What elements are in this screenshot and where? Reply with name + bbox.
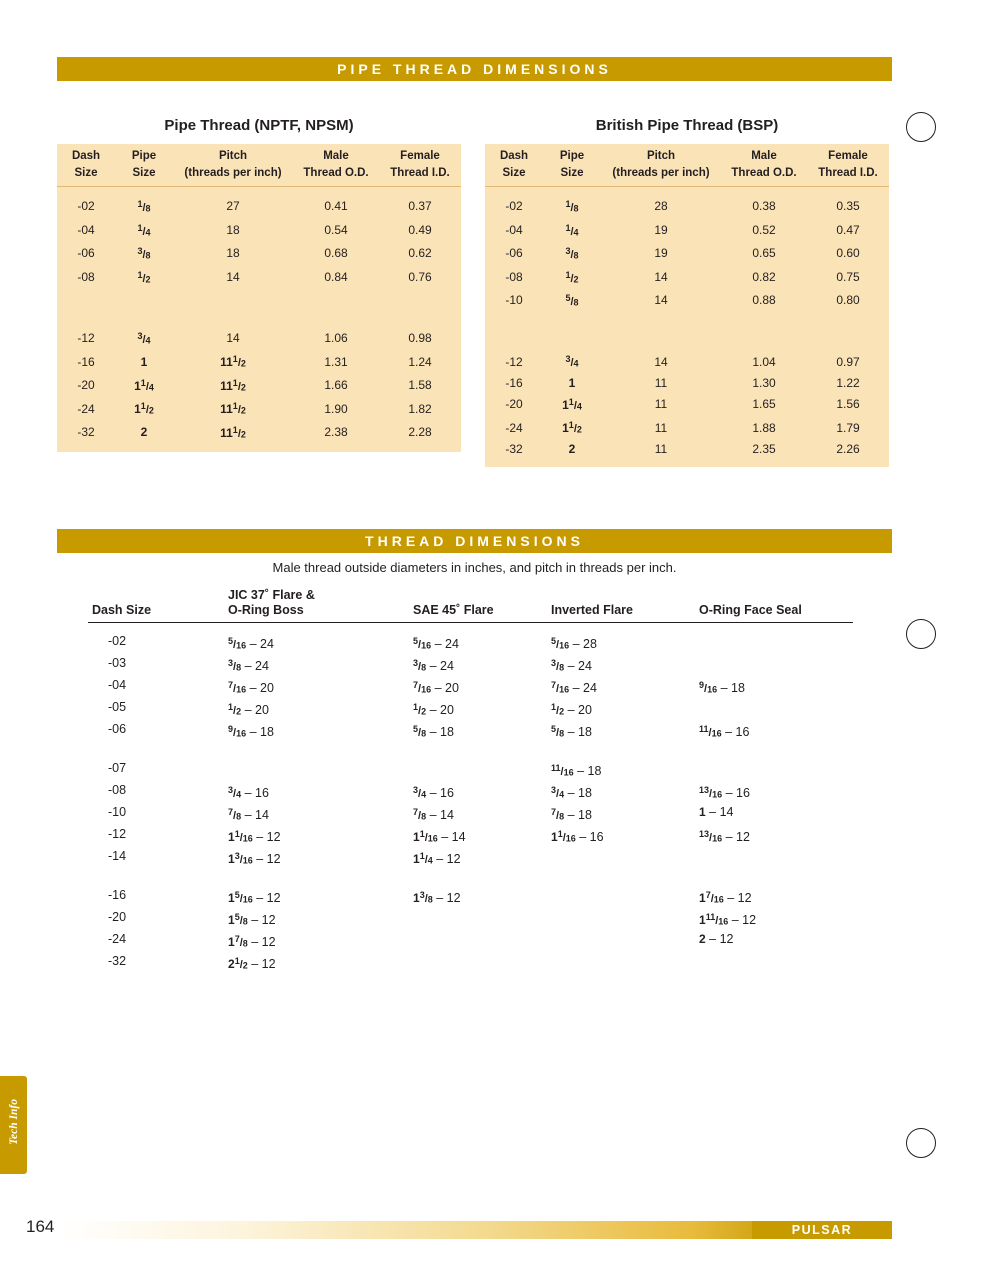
spacer-cell <box>551 743 699 760</box>
cell-female-id: 1.82 <box>379 397 461 420</box>
spacer-cell <box>88 743 228 760</box>
table-row <box>88 623 853 655</box>
cell-sae-flare: $^3$/8 – 24 <box>413 657 454 674</box>
table-row <box>57 397 461 420</box>
cell-male-od: 0.38 <box>721 187 807 219</box>
cell-pitch: 19 <box>601 218 721 241</box>
table-row <box>88 677 853 699</box>
cell-pitch: 14 <box>601 350 721 373</box>
cell-dash-size: -32 <box>485 440 543 467</box>
cell-male-od: 1.90 <box>293 397 379 420</box>
cell-pipe-size: $^1$/8 <box>115 187 173 219</box>
cell-oring-face-seal <box>699 655 853 677</box>
cell-male-od: 0.52 <box>721 218 807 241</box>
cell-dash-size: -32 <box>57 421 115 452</box>
cell-oring-face-seal <box>699 699 853 721</box>
cell-pipe-size: $1^1/4$ <box>115 374 173 397</box>
cell-sae-flare: $1^3/8 - 12$ <box>413 889 461 905</box>
cell-male-od: 1.31 <box>293 350 379 373</box>
header-threads-per-inch: (threads per inch) <box>601 165 721 187</box>
cell-inverted-flare: $^1$/2 – 20 <box>551 701 592 717</box>
spacer-cell <box>601 312 721 350</box>
thread-dimensions-subtitle: Male thread outside diameters in inches, and pitch in threads per inch. <box>272 560 677 575</box>
cell-sae-flare: $^5$/16 – 24 <box>413 636 459 652</box>
cell-oring-face-seal: 1 – 14 <box>699 804 734 819</box>
cell-inverted-flare: $^{11}$/16 – 18 <box>551 762 602 778</box>
cell-pipe-size: 2 <box>543 440 601 467</box>
cell-pipe-size: $^3$/8 <box>543 242 601 265</box>
cell-dash-size: -12 <box>108 826 127 841</box>
nptf-table-title: Pipe Thread (NPTF, NPSM) <box>164 117 354 134</box>
table-row <box>57 421 461 452</box>
header-pipe: Pipe <box>543 144 601 165</box>
cell-female-id: 0.98 <box>379 327 461 350</box>
cell-dash-size: -02 <box>108 634 127 648</box>
spacer-cell <box>543 312 601 350</box>
nptf-pipe-thread-table <box>57 144 461 452</box>
cell-sae-flare: $^7$/16 – 20 <box>413 679 459 696</box>
cell-oring-face-seal: 2 – 12 <box>699 931 734 946</box>
cell-sae-flare <box>413 760 551 782</box>
cell-dash-size: -12 <box>57 327 115 350</box>
cell-male-od: 2.38 <box>293 421 379 452</box>
table-row <box>88 887 853 909</box>
header-pipe: Pipe <box>115 144 173 165</box>
tech-info-tab-label: Tech Info <box>8 1099 20 1145</box>
table-row <box>88 699 853 721</box>
table-row <box>88 804 853 826</box>
cell-dash-size: -04 <box>57 218 115 241</box>
table-row <box>88 721 853 743</box>
nptf-table-head <box>57 144 461 187</box>
table-row <box>57 218 461 241</box>
cell-sae-flare: $^3$/4 – 16 <box>413 784 454 800</box>
cell-inverted-flare: $^7$/16 – 24 <box>551 679 597 696</box>
page-number: 164 <box>26 1217 55 1236</box>
cell-dash-size: -06 <box>108 721 127 736</box>
table-row <box>88 848 853 870</box>
table-row <box>57 187 461 219</box>
cell-female-id: 0.97 <box>807 350 889 373</box>
cell-jic-oring-boss: $1^3/16 - 12$ <box>228 850 281 866</box>
cell-female-id: 1.24 <box>379 350 461 373</box>
cell-female-id: 0.76 <box>379 265 461 288</box>
cell-female-id: 0.47 <box>807 218 889 241</box>
cell-male-od: 0.65 <box>721 242 807 265</box>
cell-dash-size: -06 <box>485 242 543 265</box>
cell-oring-face-seal <box>699 848 853 870</box>
cell-jic-oring-boss: $^7$/8 – 14 <box>228 806 269 822</box>
cell-inverted-flare <box>551 909 699 931</box>
cell-inverted-flare <box>551 931 699 953</box>
pipe-thread-banner <box>57 57 892 81</box>
header-inverted-flare: Inverted Flare <box>551 588 699 623</box>
cell-dash-size: -32 <box>108 953 127 968</box>
cell-female-id: 1.58 <box>379 374 461 397</box>
spacer-cell <box>115 289 173 327</box>
table-row <box>88 909 853 931</box>
table-spacer-row <box>57 289 461 327</box>
cell-male-od: 0.88 <box>721 289 807 312</box>
bsp-table-head <box>485 144 889 187</box>
cell-oring-face-seal: $^9$/16 – 18 <box>699 679 745 696</box>
cell-female-id: 2.28 <box>379 421 461 452</box>
header-female-id: Thread I.D. <box>807 165 889 187</box>
table-row <box>485 440 889 467</box>
table-row <box>485 289 889 312</box>
cell-sae-flare: $^7$/8 – 14 <box>413 806 454 822</box>
cell-female-id: 0.49 <box>379 218 461 241</box>
cell-pitch: $11^1/2$ <box>173 374 293 397</box>
cell-sae-flare <box>413 931 551 953</box>
cell-inverted-flare: $^7$/8 – 18 <box>551 806 592 822</box>
cell-oring-face-seal: $1^7/16 - 12$ <box>699 889 752 905</box>
table-spacer-row <box>88 870 853 887</box>
cell-sae-flare: $1^1/16 - 14$ <box>413 828 466 844</box>
cell-sae-flare: $^5$/8 – 18 <box>413 723 454 739</box>
header-male: Male <box>293 144 379 165</box>
cell-dash-size: -02 <box>485 187 543 219</box>
cell-dash-size: -24 <box>108 931 127 946</box>
cell-pitch: $11^1/2$ <box>173 421 293 452</box>
cell-pipe-size: $^1$/8 <box>543 187 601 219</box>
table-row <box>485 350 889 373</box>
header-pipe-size: Size <box>115 165 173 187</box>
cell-pitch: 11 <box>601 416 721 439</box>
table-row <box>485 218 889 241</box>
cell-pipe-size: $^1$/4 <box>115 218 173 241</box>
cell-pipe-size: $^1$/4 <box>543 218 601 241</box>
cell-inverted-flare: $^3$/8 – 24 <box>551 657 592 674</box>
cell-dash-size: -24 <box>57 397 115 420</box>
header-pitch: Pitch <box>173 144 293 165</box>
cell-dash-size: -08 <box>57 265 115 288</box>
cell-jic-oring-boss: $1^7/8 - 12$ <box>228 933 276 949</box>
cell-female-id: 0.37 <box>379 187 461 219</box>
cell-jic-oring-boss <box>228 760 413 782</box>
table-row <box>485 187 889 219</box>
cell-pipe-size: $1^1/2$ <box>115 397 173 420</box>
header-jic-line2: O-Ring Boss <box>228 603 304 617</box>
spacer-cell <box>413 870 551 887</box>
cell-dash-size: -04 <box>108 677 127 692</box>
cell-female-id: 0.35 <box>807 187 889 219</box>
table-spacer-row <box>88 743 853 760</box>
cell-dash-size: -02 <box>57 187 115 219</box>
cell-dash-size: -24 <box>485 416 543 439</box>
table-header-row <box>485 165 889 187</box>
cell-male-od: 0.54 <box>293 218 379 241</box>
brand-logo <box>752 1221 892 1239</box>
spacer-cell <box>88 870 228 887</box>
header-dash-size: Size <box>57 165 115 187</box>
cell-pitch: 27 <box>173 187 293 219</box>
spacer-cell <box>57 289 115 327</box>
binder-hole-icon <box>906 112 936 142</box>
header-dash: Dash <box>485 144 543 165</box>
cell-inverted-flare <box>551 953 699 975</box>
header-male: Male <box>721 144 807 165</box>
header-pipe-size: Size <box>543 165 601 187</box>
cell-jic-oring-boss: $^7$/16 – 20 <box>228 679 274 696</box>
binder-hole-icon <box>906 1128 936 1158</box>
cell-pipe-size: $1^1/2$ <box>543 416 601 439</box>
header-threads-per-inch: (threads per inch) <box>173 165 293 187</box>
cell-pitch: 14 <box>601 265 721 288</box>
cell-pipe-size: $^3$/4 <box>543 350 601 373</box>
cell-female-id: 0.75 <box>807 265 889 288</box>
cell-jic-oring-boss: $1^5/16 - 12$ <box>228 889 281 905</box>
table-row <box>57 242 461 265</box>
cell-dash-size: -10 <box>108 804 127 819</box>
table-row <box>88 953 853 975</box>
cell-pitch: 14 <box>173 327 293 350</box>
table-row <box>485 416 889 439</box>
cell-female-id: 1.79 <box>807 416 889 439</box>
cell-inverted-flare <box>551 848 699 870</box>
cell-pitch: 11 <box>601 393 721 416</box>
cell-pitch: 11 <box>601 440 721 467</box>
cell-pipe-size: $^1$/2 <box>115 265 173 288</box>
cell-dash-size: -06 <box>57 242 115 265</box>
table-header-row <box>57 165 461 187</box>
cell-dash-size: -08 <box>108 782 127 797</box>
spacer-cell <box>551 870 699 887</box>
table-row <box>485 393 889 416</box>
cell-inverted-flare: $^5$/16 – 28 <box>551 636 597 652</box>
header-dash: Dash <box>57 144 115 165</box>
cell-inverted-flare: $1^1/16 - 16$ <box>551 828 604 844</box>
bsp-table-title: British Pipe Thread (BSP) <box>595 117 779 134</box>
cell-dash-size: -10 <box>485 289 543 312</box>
table-row <box>88 931 853 953</box>
table-row <box>485 242 889 265</box>
table-row <box>88 782 853 804</box>
cell-sae-flare <box>413 909 551 931</box>
cell-female-id: 1.56 <box>807 393 889 416</box>
table-row <box>88 655 853 677</box>
spacer-cell <box>379 289 461 327</box>
cell-sae-flare <box>413 953 551 975</box>
cell-male-od: 0.82 <box>721 265 807 288</box>
cell-pipe-size: $1^1/4$ <box>543 393 601 416</box>
table-row <box>485 374 889 393</box>
brand-name: PULSAR <box>791 1223 853 1237</box>
cell-oring-face-seal: $^{13}$/16 – 16 <box>699 784 750 800</box>
cell-oring-face-seal <box>699 953 853 975</box>
cell-jic-oring-boss: $^5$/16 – 24 <box>228 636 274 652</box>
cell-dash-size: -20 <box>57 374 115 397</box>
cell-inverted-flare: $^5$/8 – 18 <box>551 723 592 739</box>
cell-jic-oring-boss: $^3$/8 – 24 <box>228 657 269 674</box>
cell-pipe-size: $^3$/4 <box>115 327 173 350</box>
table-row <box>485 265 889 288</box>
cell-jic-oring-boss: $1^5/8 - 12$ <box>228 911 276 927</box>
cell-dash-size: -08 <box>485 265 543 288</box>
tech-info-tab <box>0 1076 27 1174</box>
cell-inverted-flare <box>551 887 699 909</box>
thread-dimensions-table <box>88 588 853 975</box>
cell-oring-face-seal <box>699 623 853 655</box>
cell-oring-face-seal: $^{13}$/16 – 12 <box>699 828 750 844</box>
cell-dash-size: -14 <box>108 848 127 863</box>
spacer-cell <box>721 312 807 350</box>
spacer-cell <box>228 743 413 760</box>
cell-jic-oring-boss: $^9$/16 – 18 <box>228 723 274 739</box>
table-row <box>57 350 461 373</box>
cell-dash-size: -16 <box>57 350 115 373</box>
cell-female-id: 0.60 <box>807 242 889 265</box>
cell-pitch: 19 <box>601 242 721 265</box>
pipe-thread-banner-text: PIPE THREAD DIMENSIONS <box>337 61 612 77</box>
header-jic-line1: JIC 37˚ Flare & <box>228 588 315 602</box>
cell-jic-oring-boss: $1^1/16 - 12$ <box>228 828 281 844</box>
cell-female-id: 1.22 <box>807 374 889 393</box>
cell-dash-size: -16 <box>108 887 127 902</box>
spacer-cell <box>699 743 853 760</box>
cell-pitch: 14 <box>173 265 293 288</box>
header-dash-size: Dash Size <box>88 588 228 623</box>
cell-dash-size: -04 <box>485 218 543 241</box>
header-female-id: Thread I.D. <box>379 165 461 187</box>
cell-male-od: 0.84 <box>293 265 379 288</box>
cell-jic-oring-boss: $^3$/4 – 16 <box>228 784 269 800</box>
thread-dimensions-banner <box>57 529 892 553</box>
header-pitch: Pitch <box>601 144 721 165</box>
cell-male-od: 0.68 <box>293 242 379 265</box>
cell-female-id: 2.26 <box>807 440 889 467</box>
cell-pitch: 14 <box>601 289 721 312</box>
header-female: Female <box>379 144 461 165</box>
spacer-cell <box>807 312 889 350</box>
cell-dash-size: -16 <box>485 374 543 393</box>
cell-female-id: 0.80 <box>807 289 889 312</box>
cell-pipe-size: 2 <box>115 421 173 452</box>
cell-dash-size: -20 <box>108 909 127 924</box>
cell-male-od: 1.06 <box>293 327 379 350</box>
binder-hole-icon <box>906 619 936 649</box>
spacer-cell <box>485 312 543 350</box>
bsp-pipe-thread-table <box>485 144 889 467</box>
cell-male-od: 0.41 <box>293 187 379 219</box>
cell-pitch: $11^1/2$ <box>173 350 293 373</box>
cell-pipe-size: 1 <box>115 350 173 373</box>
header-male-od: Thread O.D. <box>293 165 379 187</box>
table-header-row <box>57 144 461 165</box>
table-row <box>88 760 853 782</box>
cell-jic-oring-boss: $2^1/2 - 12$ <box>228 955 276 971</box>
header-jic-oring-boss <box>228 588 413 623</box>
cell-jic-oring-boss: $^1$/2 – 20 <box>228 701 269 717</box>
cell-dash-size: -20 <box>485 393 543 416</box>
cell-pipe-size: $^3$/8 <box>115 242 173 265</box>
cell-oring-face-seal <box>699 760 853 782</box>
spacer-cell <box>293 289 379 327</box>
table-header-row <box>88 588 853 623</box>
thread-table-body <box>88 623 853 975</box>
nptf-table-body <box>57 187 461 453</box>
cell-inverted-flare: $^3$/4 – 18 <box>551 784 592 800</box>
cell-dash-size: -12 <box>485 350 543 373</box>
cell-pitch: 28 <box>601 187 721 219</box>
cell-male-od: 1.04 <box>721 350 807 373</box>
cell-sae-flare: $^1$/2 – 20 <box>413 701 454 717</box>
cell-pipe-size: $^1$/2 <box>543 265 601 288</box>
cell-pitch: 11 <box>601 374 721 393</box>
cell-pipe-size: 1 <box>543 374 601 393</box>
cell-dash-size: -03 <box>108 655 127 670</box>
header-female: Female <box>807 144 889 165</box>
cell-pitch: 18 <box>173 218 293 241</box>
cell-pitch: $11^1/2$ <box>173 397 293 420</box>
thread-table-head <box>88 588 853 623</box>
cell-male-od: 2.35 <box>721 440 807 467</box>
cell-oring-face-seal: $^{11}$/16 – 16 <box>699 723 750 739</box>
table-spacer-row <box>485 312 889 350</box>
table-row <box>57 327 461 350</box>
cell-male-od: 1.65 <box>721 393 807 416</box>
bsp-table-body <box>485 187 889 467</box>
spacer-cell <box>228 870 413 887</box>
header-oring-face-seal: O-Ring Face Seal <box>699 588 853 623</box>
cell-pipe-size: $^5$/8 <box>543 289 601 312</box>
cell-female-id: 0.62 <box>379 242 461 265</box>
cell-pitch: 18 <box>173 242 293 265</box>
cell-oring-face-seal: $1^{11}/16 - 12$ <box>699 911 757 927</box>
cell-male-od: 1.66 <box>293 374 379 397</box>
spacer-cell <box>173 289 293 327</box>
cell-male-od: 1.30 <box>721 374 807 393</box>
header-dash-size: Size <box>485 165 543 187</box>
table-header-row <box>485 144 889 165</box>
spacer-cell <box>413 743 551 760</box>
table-row <box>88 826 853 848</box>
thread-dimensions-banner-text: THREAD DIMENSIONS <box>365 533 584 549</box>
header-sae-flare: SAE 45˚ Flare <box>413 588 551 623</box>
cell-male-od: 1.88 <box>721 416 807 439</box>
table-row <box>57 374 461 397</box>
table-row <box>57 265 461 288</box>
cell-dash-size: -07 <box>108 760 127 775</box>
spacer-cell <box>699 870 853 887</box>
header-male-od: Thread O.D. <box>721 165 807 187</box>
cell-sae-flare: $1^1/4 - 12$ <box>413 850 461 866</box>
cell-dash-size: -05 <box>108 699 127 714</box>
